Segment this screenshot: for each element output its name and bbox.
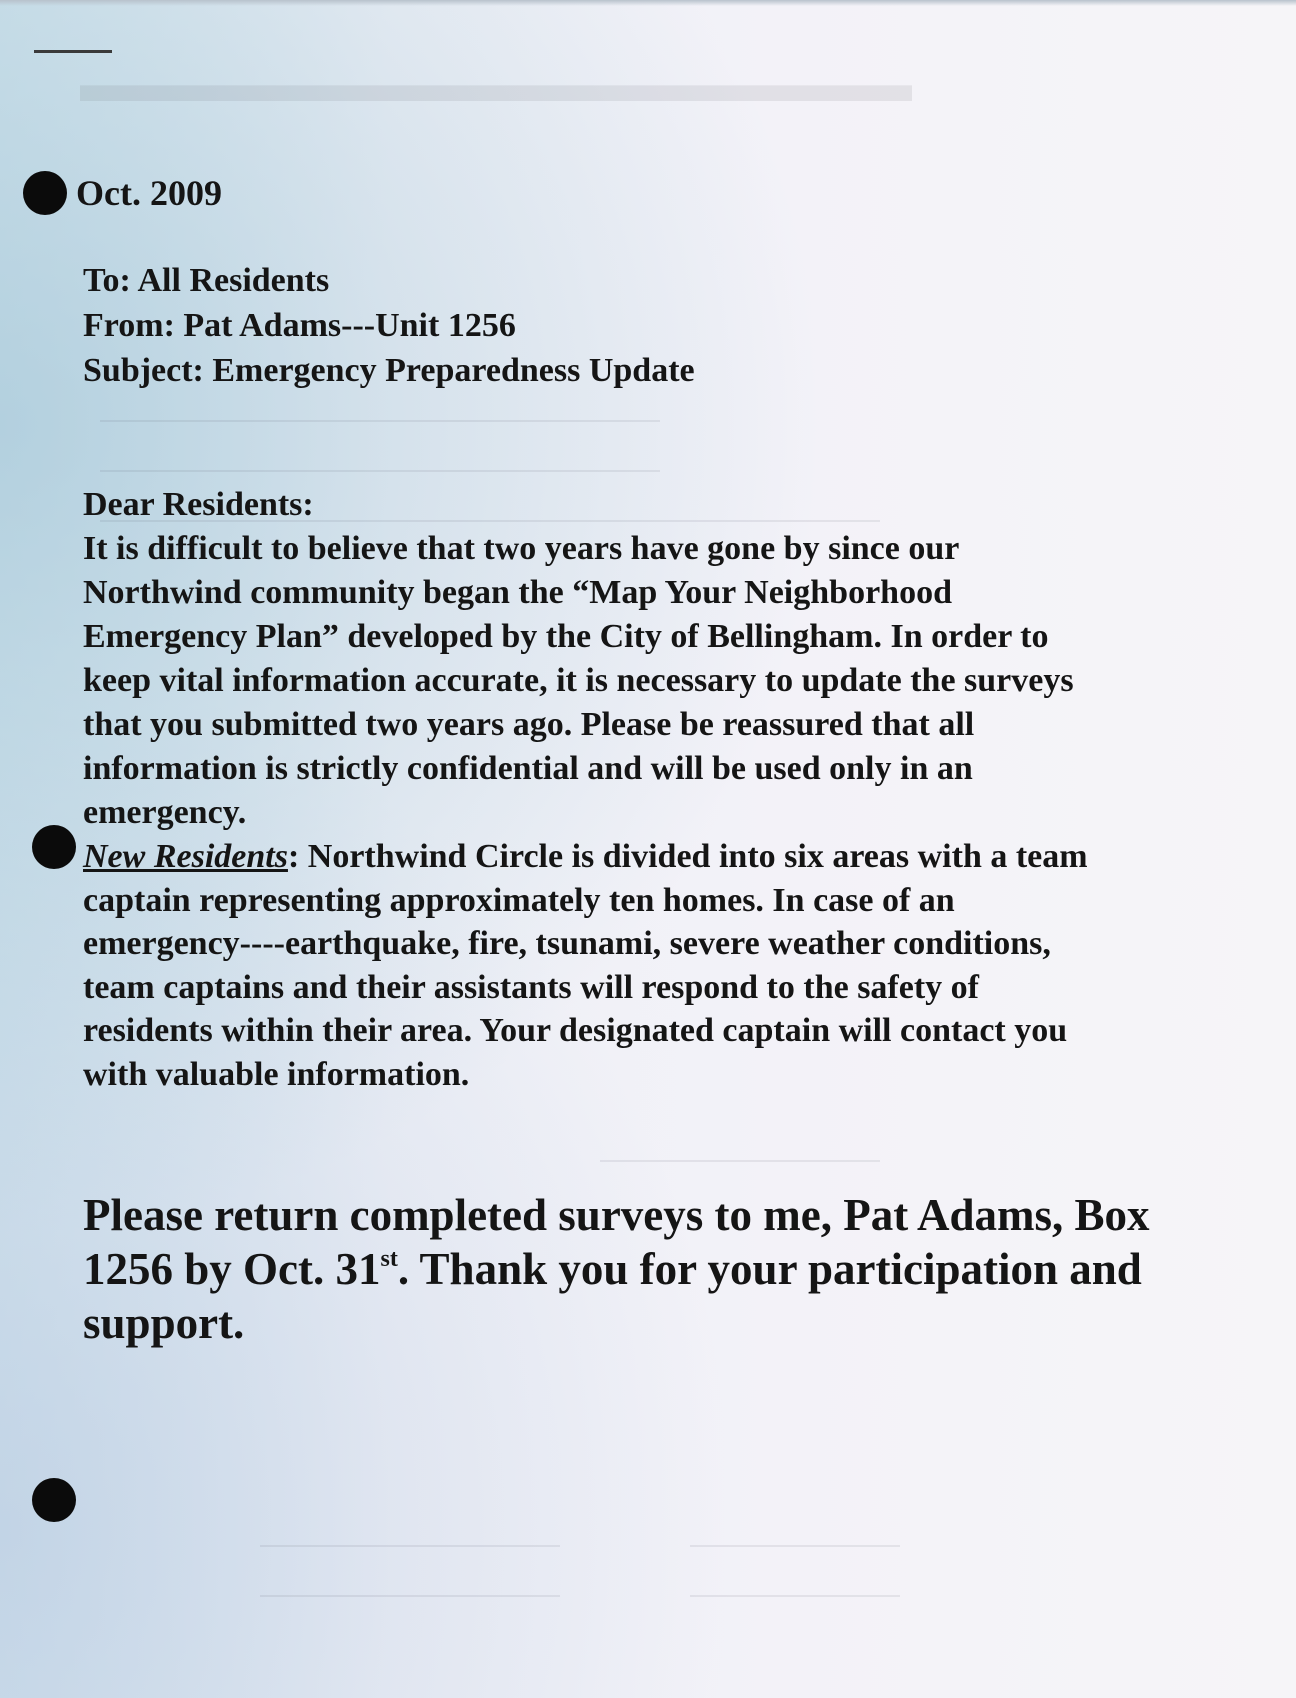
- ordinal-suffix: st: [380, 1246, 398, 1272]
- from-line: From: Pat Adams---Unit 1256: [83, 307, 516, 344]
- intro-line: that you submitted two years ago. Please be reassured that all: [83, 706, 975, 743]
- reverse-side-bleed: ▬▬▬▬▬▬▬▬▬▬▬▬▬▬▬▬: [80, 56, 912, 113]
- reverse-side-line: [690, 1545, 900, 1547]
- letter-date: Oct. 2009: [76, 173, 222, 213]
- new-residents-line: captain representing approximately ten homes. In case of an: [83, 881, 955, 919]
- closing-paragraph: [83, 1188, 1263, 1350]
- closing-date-text: 1256 by Oct. 31: [83, 1244, 381, 1294]
- closing-line: support.: [83, 1298, 245, 1348]
- subject-line: Subject: Emergency Preparedness Update: [83, 352, 695, 389]
- closing-line: Please return completed surveys to me, Pat Adams, Box: [83, 1190, 1150, 1240]
- reverse-side-line: [100, 420, 660, 422]
- new-residents-first-line: [83, 835, 1233, 879]
- punch-hole-top: [23, 171, 67, 215]
- new-residents-line: emergency----earthquake, fire, tsunami, severe weather conditions,: [83, 925, 1051, 962]
- intro-line: Emergency Plan” developed by the City of Bellingham. In order to: [83, 618, 1049, 655]
- to-line: To: All Residents: [83, 262, 330, 299]
- punch-hole-middle: [32, 825, 76, 869]
- intro-line: information is strictly confidential and will be used only in an: [83, 750, 973, 787]
- reverse-side-line: [100, 470, 660, 472]
- pen-dash-mark: [34, 50, 112, 53]
- reverse-side-line: [260, 1595, 560, 1597]
- closing-line-with-date: [83, 1242, 1263, 1296]
- reverse-side-line: [260, 1545, 560, 1547]
- intro-line: It is difficult to believe that two years have gone by since our: [83, 530, 960, 567]
- paper-top-edge: [0, 0, 1296, 6]
- intro-line: emergency.: [83, 794, 247, 831]
- reverse-side-line: [690, 1595, 900, 1597]
- new-residents-label-suffix: : Northwind Circle is divided into six areas with a team: [287, 838, 1088, 875]
- new-residents-line: with valuable information.: [83, 1055, 470, 1093]
- reverse-side-line: [600, 1160, 880, 1162]
- closing-thanks-text: . Thank you for your participation and: [397, 1244, 1142, 1294]
- intro-paragraph: [83, 483, 1233, 835]
- intro-line: keep vital information accurate, it is necessary to update the surveys: [83, 662, 1074, 699]
- new-residents-line: residents within their area. Your designated captain will contact you: [83, 1012, 1068, 1049]
- new-residents-label: New Residents: [83, 838, 288, 875]
- letter-header: [83, 258, 695, 393]
- punch-hole-bottom: [32, 1478, 76, 1522]
- new-residents-paragraph: [83, 835, 1233, 1096]
- greeting: Dear Residents:: [83, 486, 314, 523]
- intro-line: Northwind community began the “Map Your Neighborhood: [83, 574, 952, 611]
- new-residents-line: team captains and their assistants will respond to the safety of: [83, 968, 979, 1006]
